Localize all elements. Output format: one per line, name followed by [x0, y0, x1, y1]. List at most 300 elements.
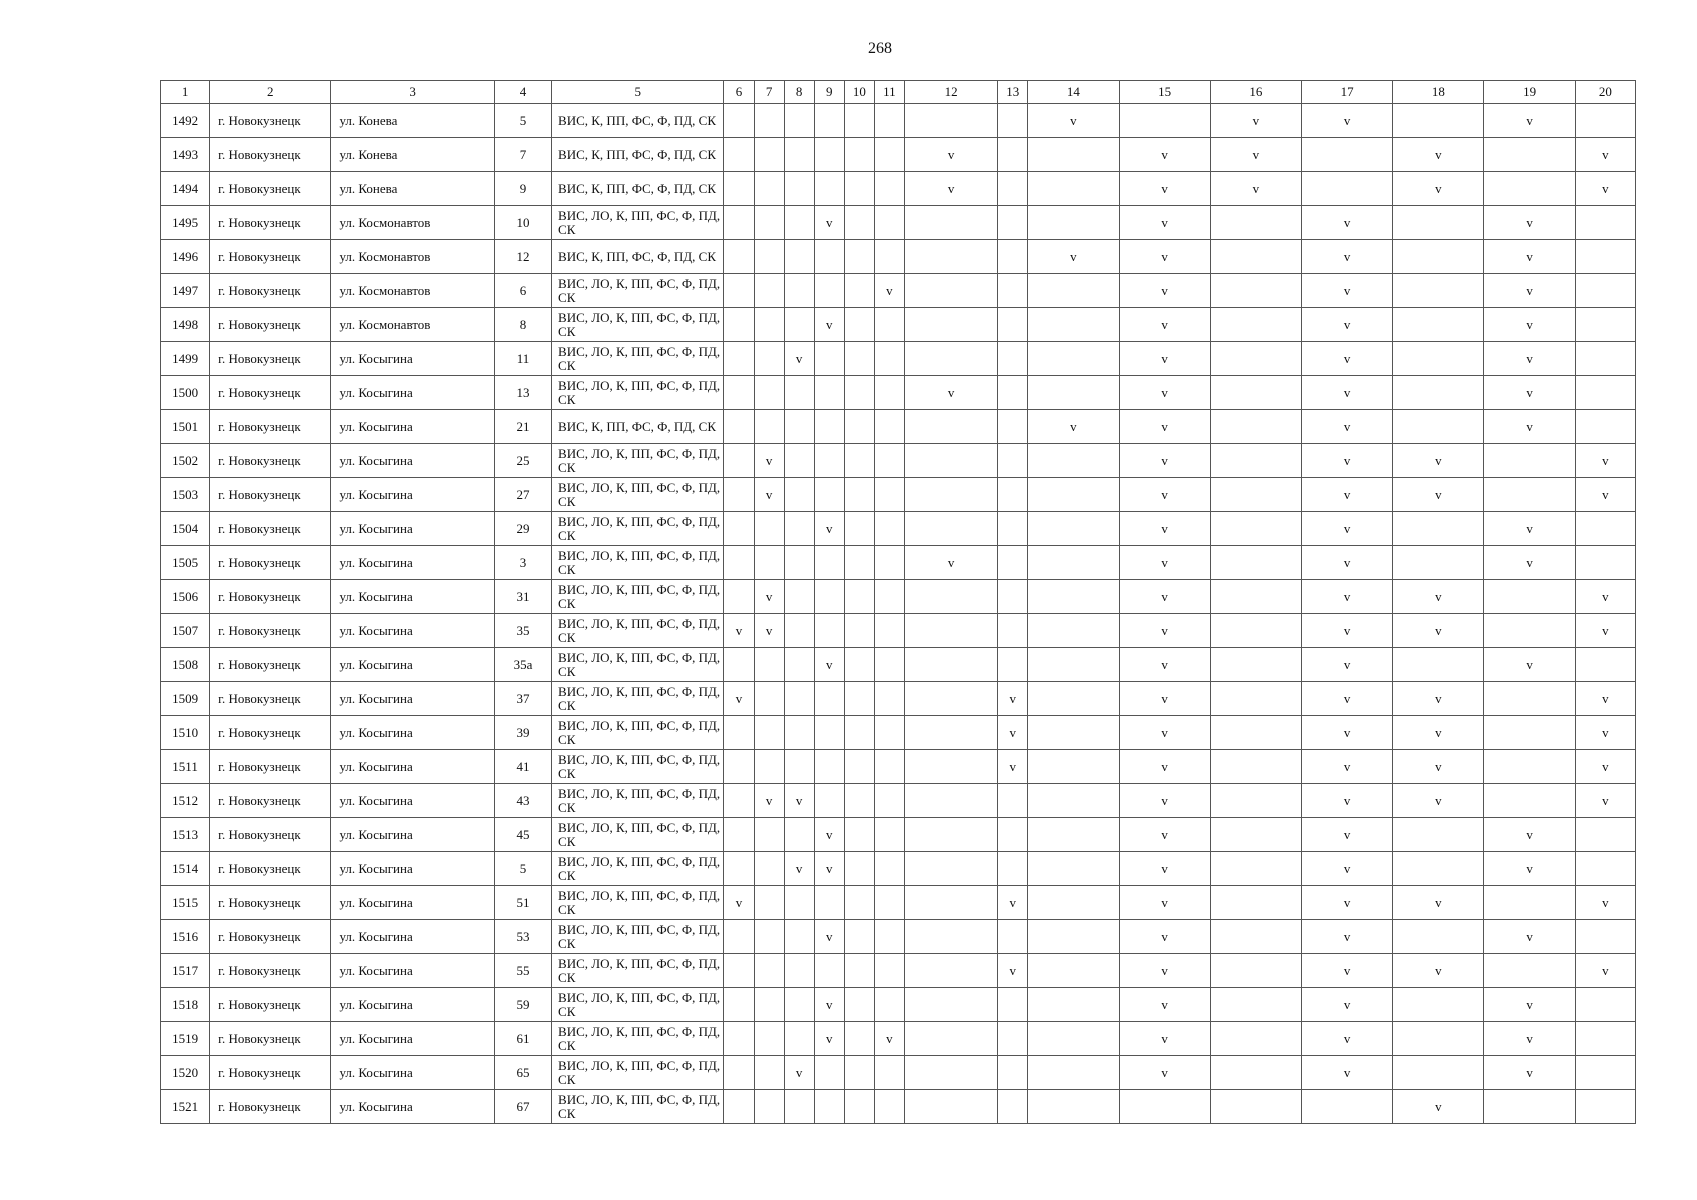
works-cell: ВИС, ЛО, К, ПП, ФС, Ф, ПД, СК: [552, 954, 724, 988]
mark-cell-col-8: [784, 920, 814, 954]
mark-cell-col-8: [784, 886, 814, 920]
mark-cell-col-9: [814, 886, 844, 920]
table-row: [161, 240, 1636, 274]
column-header-12: 12: [904, 81, 997, 104]
row-number-cell: 1521: [161, 1090, 210, 1124]
mark-cell-col-19: v: [1484, 920, 1575, 954]
mark-cell-col-9: [814, 138, 844, 172]
mark-cell-col-11: [874, 512, 904, 546]
mark-cell-col-19: [1484, 478, 1575, 512]
table-row: [161, 1056, 1636, 1090]
page-number: 268: [868, 40, 892, 57]
mark-cell-col-12: [904, 342, 997, 376]
mark-cell-col-14: v: [1028, 104, 1119, 138]
mark-cell-col-20: v: [1575, 444, 1635, 478]
mark-cell-col-8: [784, 614, 814, 648]
mark-cell-col-9: [814, 342, 844, 376]
mark-cell-col-15: v: [1119, 886, 1210, 920]
mark-cell-col-9: [814, 444, 844, 478]
works-cell: ВИС, ЛО, К, ПП, ФС, Ф, ПД, СК: [552, 478, 724, 512]
mark-cell-col-12: [904, 682, 997, 716]
mark-cell-col-10: [844, 648, 874, 682]
works-cell: ВИС, ЛО, К, ПП, ФС, Ф, ПД, СК: [552, 682, 724, 716]
mark-cell-col-17: v: [1301, 376, 1392, 410]
mark-cell-col-12: [904, 750, 997, 784]
mark-cell-col-20: [1575, 104, 1635, 138]
row-number-cell: 1503: [161, 478, 210, 512]
mark-cell-col-16: [1210, 546, 1301, 580]
city-cell: г. Новокузнецк: [210, 750, 331, 784]
mark-cell-col-14: [1028, 308, 1119, 342]
mark-cell-col-16: [1210, 886, 1301, 920]
mark-cell-col-19: [1484, 138, 1575, 172]
mark-cell-col-13: [998, 172, 1028, 206]
mark-cell-col-18: v: [1393, 172, 1484, 206]
mark-cell-col-20: v: [1575, 954, 1635, 988]
row-number-cell: 1498: [161, 308, 210, 342]
column-header-14: 14: [1028, 81, 1119, 104]
mark-cell-col-14: [1028, 818, 1119, 852]
mark-cell-col-8: [784, 512, 814, 546]
table-row: [161, 410, 1636, 444]
mark-cell-col-20: v: [1575, 750, 1635, 784]
mark-cell-col-6: [724, 920, 754, 954]
mark-cell-col-16: [1210, 1056, 1301, 1090]
city-cell: г. Новокузнецк: [210, 512, 331, 546]
mark-cell-col-19: v: [1484, 1022, 1575, 1056]
row-number-cell: 1508: [161, 648, 210, 682]
mark-cell-col-6: [724, 784, 754, 818]
works-cell: ВИС, ЛО, К, ПП, ФС, Ф, ПД, СК: [552, 1090, 724, 1124]
mark-cell-col-16: [1210, 716, 1301, 750]
mark-cell-col-18: [1393, 512, 1484, 546]
mark-cell-col-14: [1028, 886, 1119, 920]
table-row: [161, 172, 1636, 206]
mark-cell-col-15: v: [1119, 784, 1210, 818]
mark-cell-col-10: [844, 512, 874, 546]
mark-cell-col-15: v: [1119, 1022, 1210, 1056]
street-cell: ул. Косыгина: [331, 1090, 494, 1124]
row-number-cell: 1499: [161, 342, 210, 376]
mark-cell-col-11: [874, 580, 904, 614]
mark-cell-col-13: [998, 342, 1028, 376]
mark-cell-col-15: v: [1119, 478, 1210, 512]
mark-cell-col-12: [904, 444, 997, 478]
row-number-cell: 1493: [161, 138, 210, 172]
city-cell: г. Новокузнецк: [210, 988, 331, 1022]
row-number-cell: 1515: [161, 886, 210, 920]
mark-cell-col-20: [1575, 1022, 1635, 1056]
mark-cell-col-8: [784, 240, 814, 274]
mark-cell-col-7: [754, 954, 784, 988]
mark-cell-col-15: v: [1119, 240, 1210, 274]
mark-cell-col-20: [1575, 308, 1635, 342]
mark-cell-col-18: [1393, 410, 1484, 444]
mark-cell-col-17: v: [1301, 240, 1392, 274]
mark-cell-col-17: v: [1301, 988, 1392, 1022]
mark-cell-col-10: [844, 1090, 874, 1124]
table-row: [161, 342, 1636, 376]
mark-cell-col-14: [1028, 750, 1119, 784]
mark-cell-col-7: v: [754, 784, 784, 818]
mark-cell-col-13: [998, 444, 1028, 478]
mark-cell-col-16: [1210, 852, 1301, 886]
mark-cell-col-14: [1028, 648, 1119, 682]
mark-cell-col-17: v: [1301, 614, 1392, 648]
mark-cell-col-7: [754, 138, 784, 172]
mark-cell-col-19: v: [1484, 410, 1575, 444]
mark-cell-col-15: v: [1119, 274, 1210, 308]
mark-cell-col-12: v: [904, 172, 997, 206]
mark-cell-col-17: [1301, 172, 1392, 206]
mark-cell-col-19: v: [1484, 512, 1575, 546]
mark-cell-col-7: v: [754, 444, 784, 478]
mark-cell-col-17: [1301, 1090, 1392, 1124]
mark-cell-col-20: v: [1575, 886, 1635, 920]
street-cell: ул. Косыгина: [331, 682, 494, 716]
street-cell: ул. Косыгина: [331, 546, 494, 580]
works-cell: ВИС, ЛО, К, ПП, ФС, Ф, ПД, СК: [552, 920, 724, 954]
mark-cell-col-9: v: [814, 308, 844, 342]
mark-cell-col-6: [724, 1022, 754, 1056]
works-cell: ВИС, ЛО, К, ПП, ФС, Ф, ПД, СК: [552, 614, 724, 648]
mark-cell-col-12: [904, 1090, 997, 1124]
mark-cell-col-13: [998, 410, 1028, 444]
mark-cell-col-10: [844, 716, 874, 750]
mark-cell-col-15: v: [1119, 682, 1210, 716]
mark-cell-col-8: [784, 1090, 814, 1124]
mark-cell-col-10: [844, 104, 874, 138]
mark-cell-col-17: v: [1301, 1056, 1392, 1090]
mark-cell-col-12: [904, 580, 997, 614]
house-cell: 5: [494, 104, 551, 138]
row-number-cell: 1500: [161, 376, 210, 410]
mark-cell-col-12: [904, 274, 997, 308]
house-cell: 67: [494, 1090, 551, 1124]
mark-cell-col-7: [754, 240, 784, 274]
mark-cell-col-11: [874, 240, 904, 274]
house-cell: 35а: [494, 648, 551, 682]
mark-cell-col-8: [784, 206, 814, 240]
mark-cell-col-12: [904, 716, 997, 750]
table-row: [161, 886, 1636, 920]
mark-cell-col-6: [724, 954, 754, 988]
mark-cell-col-6: [724, 512, 754, 546]
column-header-13: 13: [998, 81, 1028, 104]
street-cell: ул. Конева: [331, 172, 494, 206]
mark-cell-col-18: [1393, 546, 1484, 580]
mark-cell-col-14: [1028, 1022, 1119, 1056]
mark-cell-col-10: [844, 614, 874, 648]
mark-cell-col-10: [844, 954, 874, 988]
mark-cell-col-6: v: [724, 614, 754, 648]
street-cell: ул. Косыгина: [331, 716, 494, 750]
mark-cell-col-20: v: [1575, 172, 1635, 206]
mark-cell-col-17: v: [1301, 444, 1392, 478]
mark-cell-col-8: [784, 546, 814, 580]
mark-cell-col-7: [754, 376, 784, 410]
mark-cell-col-12: v: [904, 138, 997, 172]
column-header-2: 2: [210, 81, 331, 104]
mark-cell-col-10: [844, 206, 874, 240]
mark-cell-col-12: [904, 886, 997, 920]
mark-cell-col-14: [1028, 716, 1119, 750]
table-row: [161, 988, 1636, 1022]
mark-cell-col-11: [874, 886, 904, 920]
mark-cell-col-13: [998, 274, 1028, 308]
mark-cell-col-12: [904, 1022, 997, 1056]
mark-cell-col-14: [1028, 784, 1119, 818]
mark-cell-col-18: [1393, 308, 1484, 342]
mark-cell-col-20: [1575, 852, 1635, 886]
mark-cell-col-13: [998, 240, 1028, 274]
mark-cell-col-9: v: [814, 852, 844, 886]
city-cell: г. Новокузнецк: [210, 376, 331, 410]
mark-cell-col-20: v: [1575, 682, 1635, 716]
row-number-cell: 1492: [161, 104, 210, 138]
works-cell: ВИС, ЛО, К, ПП, ФС, Ф, ПД, СК: [552, 342, 724, 376]
mark-cell-col-7: [754, 648, 784, 682]
mark-cell-col-18: [1393, 376, 1484, 410]
mark-cell-col-6: [724, 580, 754, 614]
mark-cell-col-20: [1575, 206, 1635, 240]
mark-cell-col-20: [1575, 274, 1635, 308]
table-row: [161, 478, 1636, 512]
mark-cell-col-15: [1119, 1090, 1210, 1124]
mark-cell-col-16: [1210, 240, 1301, 274]
mark-cell-col-10: [844, 240, 874, 274]
mark-cell-col-6: [724, 648, 754, 682]
table-row: [161, 614, 1636, 648]
mark-cell-col-6: [724, 716, 754, 750]
table-row: [161, 104, 1636, 138]
mark-cell-col-10: [844, 1022, 874, 1056]
mark-cell-col-17: v: [1301, 512, 1392, 546]
mark-cell-col-16: [1210, 478, 1301, 512]
mark-cell-col-10: [844, 138, 874, 172]
mark-cell-col-20: [1575, 342, 1635, 376]
mark-cell-col-18: v: [1393, 614, 1484, 648]
mark-cell-col-13: [998, 648, 1028, 682]
mark-cell-col-10: [844, 886, 874, 920]
mark-cell-col-17: v: [1301, 818, 1392, 852]
row-number-cell: 1504: [161, 512, 210, 546]
mark-cell-col-7: [754, 920, 784, 954]
city-cell: г. Новокузнецк: [210, 478, 331, 512]
city-cell: г. Новокузнецк: [210, 580, 331, 614]
city-cell: г. Новокузнецк: [210, 648, 331, 682]
mark-cell-col-13: [998, 138, 1028, 172]
mark-cell-col-8: [784, 172, 814, 206]
mark-cell-col-18: v: [1393, 478, 1484, 512]
mark-cell-col-16: [1210, 308, 1301, 342]
mark-cell-col-18: [1393, 274, 1484, 308]
table-row: [161, 308, 1636, 342]
mark-cell-col-7: [754, 988, 784, 1022]
mark-cell-col-8: [784, 580, 814, 614]
mark-cell-col-11: [874, 104, 904, 138]
city-cell: г. Новокузнецк: [210, 172, 331, 206]
mark-cell-col-6: [724, 478, 754, 512]
table-row: [161, 784, 1636, 818]
mark-cell-col-17: v: [1301, 478, 1392, 512]
mark-cell-col-12: [904, 410, 997, 444]
mark-cell-col-17: v: [1301, 784, 1392, 818]
mark-cell-col-16: [1210, 988, 1301, 1022]
mark-cell-col-6: [724, 852, 754, 886]
mark-cell-col-12: [904, 1056, 997, 1090]
mark-cell-col-15: v: [1119, 410, 1210, 444]
street-cell: ул. Косыгина: [331, 648, 494, 682]
mark-cell-col-9: [814, 682, 844, 716]
mark-cell-col-9: [814, 954, 844, 988]
works-cell: ВИС, ЛО, К, ПП, ФС, Ф, ПД, СК: [552, 444, 724, 478]
mark-cell-col-6: v: [724, 682, 754, 716]
works-cell: ВИС, ЛО, К, ПП, ФС, Ф, ПД, СК: [552, 1056, 724, 1090]
table-row: [161, 274, 1636, 308]
mark-cell-col-6: [724, 444, 754, 478]
row-number-cell: 1509: [161, 682, 210, 716]
mark-cell-col-7: [754, 886, 784, 920]
mark-cell-col-11: [874, 614, 904, 648]
house-cell: 37: [494, 682, 551, 716]
mark-cell-col-11: [874, 206, 904, 240]
works-cell: ВИС, ЛО, К, ПП, ФС, Ф, ПД, СК: [552, 886, 724, 920]
mark-cell-col-16: [1210, 954, 1301, 988]
mark-cell-col-9: [814, 784, 844, 818]
mark-cell-col-13: v: [998, 750, 1028, 784]
mark-cell-col-12: [904, 988, 997, 1022]
mark-cell-col-8: v: [784, 852, 814, 886]
mark-cell-col-19: [1484, 172, 1575, 206]
mark-cell-col-17: v: [1301, 750, 1392, 784]
mark-cell-col-13: [998, 988, 1028, 1022]
row-number-cell: 1519: [161, 1022, 210, 1056]
mark-cell-col-12: [904, 478, 997, 512]
mark-cell-col-15: v: [1119, 206, 1210, 240]
street-cell: ул. Косыгина: [331, 784, 494, 818]
mark-cell-col-20: v: [1575, 716, 1635, 750]
column-header-8: 8: [784, 81, 814, 104]
city-cell: г. Новокузнецк: [210, 716, 331, 750]
mark-cell-col-8: [784, 274, 814, 308]
works-cell: ВИС, К, ПП, ФС, Ф, ПД, СК: [552, 410, 724, 444]
mark-cell-col-19: v: [1484, 1056, 1575, 1090]
house-cell: 27: [494, 478, 551, 512]
street-cell: ул. Косыгина: [331, 818, 494, 852]
column-header-19: 19: [1484, 81, 1575, 104]
mark-cell-col-14: [1028, 172, 1119, 206]
mark-cell-col-13: [998, 1022, 1028, 1056]
house-cell: 45: [494, 818, 551, 852]
mark-cell-col-10: [844, 410, 874, 444]
house-cell: 8: [494, 308, 551, 342]
mark-cell-col-12: [904, 206, 997, 240]
mark-cell-col-11: [874, 308, 904, 342]
mark-cell-col-6: [724, 342, 754, 376]
mark-cell-col-6: [724, 104, 754, 138]
mark-cell-col-20: v: [1575, 138, 1635, 172]
table-row: [161, 750, 1636, 784]
mark-cell-col-8: [784, 308, 814, 342]
mark-cell-col-8: [784, 716, 814, 750]
mark-cell-col-12: v: [904, 376, 997, 410]
house-cell: 7: [494, 138, 551, 172]
mark-cell-col-17: v: [1301, 580, 1392, 614]
mark-cell-col-14: [1028, 988, 1119, 1022]
city-cell: г. Новокузнецк: [210, 546, 331, 580]
mark-cell-col-19: v: [1484, 240, 1575, 274]
mark-cell-col-8: [784, 818, 814, 852]
city-cell: г. Новокузнецк: [210, 784, 331, 818]
street-cell: ул. Косыгина: [331, 988, 494, 1022]
mark-cell-col-7: [754, 716, 784, 750]
mark-cell-col-11: [874, 648, 904, 682]
column-header-7: 7: [754, 81, 784, 104]
street-cell: ул. Косыгина: [331, 920, 494, 954]
mark-cell-col-9: [814, 716, 844, 750]
house-cell: 10: [494, 206, 551, 240]
works-cell: ВИС, К, ПП, ФС, Ф, ПД, СК: [552, 172, 724, 206]
mark-cell-col-11: [874, 376, 904, 410]
mark-cell-col-9: [814, 1090, 844, 1124]
house-cell: 11: [494, 342, 551, 376]
mark-cell-col-10: [844, 376, 874, 410]
house-cell: 41: [494, 750, 551, 784]
city-cell: г. Новокузнецк: [210, 308, 331, 342]
works-cell: ВИС, ЛО, К, ПП, ФС, Ф, ПД, СК: [552, 546, 724, 580]
street-cell: ул. Косыгина: [331, 410, 494, 444]
row-number-cell: 1501: [161, 410, 210, 444]
mark-cell-col-14: [1028, 580, 1119, 614]
mark-cell-col-11: [874, 342, 904, 376]
mark-cell-col-10: [844, 478, 874, 512]
mark-cell-col-18: [1393, 920, 1484, 954]
works-cell: ВИС, ЛО, К, ПП, ФС, Ф, ПД, СК: [552, 750, 724, 784]
works-cell: ВИС, ЛО, К, ПП, ФС, Ф, ПД, СК: [552, 988, 724, 1022]
mark-cell-col-20: v: [1575, 580, 1635, 614]
mark-cell-col-6: [724, 546, 754, 580]
row-number-cell: 1516: [161, 920, 210, 954]
mark-cell-col-19: [1484, 580, 1575, 614]
mark-cell-col-18: v: [1393, 954, 1484, 988]
mark-cell-col-11: [874, 138, 904, 172]
mark-cell-col-19: [1484, 1090, 1575, 1124]
works-cell: ВИС, ЛО, К, ПП, ФС, Ф, ПД, СК: [552, 784, 724, 818]
works-cell: ВИС, К, ПП, ФС, Ф, ПД, СК: [552, 138, 724, 172]
works-cell: ВИС, ЛО, К, ПП, ФС, Ф, ПД, СК: [552, 580, 724, 614]
row-number-cell: 1512: [161, 784, 210, 818]
house-cell: 59: [494, 988, 551, 1022]
mark-cell-col-8: [784, 988, 814, 1022]
mark-cell-col-13: [998, 376, 1028, 410]
city-cell: г. Новокузнецк: [210, 954, 331, 988]
mark-cell-col-7: v: [754, 580, 784, 614]
table-row: [161, 716, 1636, 750]
house-cell: 25: [494, 444, 551, 478]
street-cell: ул. Конева: [331, 104, 494, 138]
mark-cell-col-15: v: [1119, 852, 1210, 886]
mark-cell-col-18: v: [1393, 886, 1484, 920]
mark-cell-col-16: v: [1210, 138, 1301, 172]
row-number-cell: 1505: [161, 546, 210, 580]
mark-cell-col-11: [874, 546, 904, 580]
mark-cell-col-12: [904, 920, 997, 954]
mark-cell-col-17: v: [1301, 410, 1392, 444]
row-number-cell: 1495: [161, 206, 210, 240]
mark-cell-col-18: [1393, 988, 1484, 1022]
house-cell: 51: [494, 886, 551, 920]
